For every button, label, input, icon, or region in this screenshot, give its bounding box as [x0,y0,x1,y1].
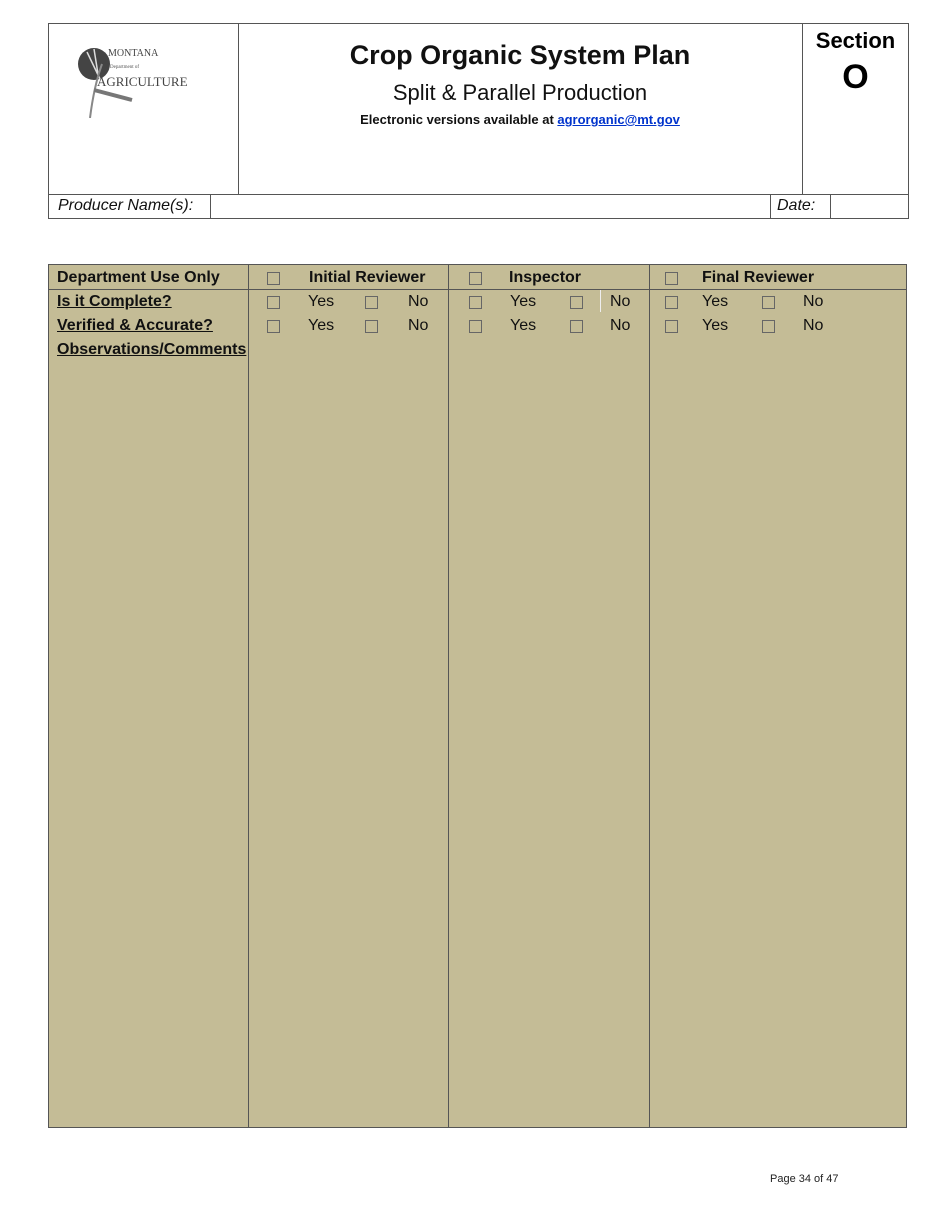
date-field[interactable] [831,195,908,218]
svg-text:AGRICULTURE: AGRICULTURE [97,74,188,89]
page-number: Page 34 of 47 [770,1173,839,1185]
verified-accurate-label: Verified & Accurate? [57,317,213,334]
page-subtitle: Split & Parallel Production [392,80,648,105]
yes-label: Yes [702,317,729,334]
is-complete-label: Is it Complete? [57,293,172,310]
yes-label: Yes [308,293,335,310]
no-label: No [610,317,631,334]
inspector-verified-yes-checkbox[interactable] [469,320,482,333]
inspector-complete-yes-checkbox[interactable] [469,296,482,309]
divider [448,265,449,1127]
electronic-versions-note [238,112,802,127]
divider [248,265,249,1127]
email-link[interactable]: agrorganic@mt.gov [557,112,680,127]
divider [49,289,906,290]
initial-verified-yes-checkbox[interactable] [267,320,280,333]
yes-label: Yes [308,317,335,334]
svg-text:Department of: Department of [110,65,140,70]
page-title: Crop Organic System Plan [349,40,691,70]
montana-agriculture-logo [72,42,212,118]
observations-comments-text: Observations/Comments [57,341,247,358]
section-label: Section [815,28,896,53]
svg-text:MONTANA: MONTANA [108,48,159,59]
initial-verified-no-checkbox[interactable] [365,320,378,333]
producer-name-label: Producer Name(s): [58,197,194,214]
final-reviewer-checkbox[interactable] [665,272,678,285]
divider [770,195,771,218]
divider [600,290,601,312]
no-label: No [408,317,429,334]
inspector-complete-no-checkbox[interactable] [570,296,583,309]
no-label: No [610,293,631,310]
yes-label: Yes [702,293,729,310]
department-use-only-label: Department Use Only [57,269,220,286]
initial-complete-no-checkbox[interactable] [365,296,378,309]
yes-label: Yes [510,317,537,334]
producer-name-field[interactable] [211,195,770,218]
initial-reviewer-checkbox[interactable] [267,272,280,285]
inspector-checkbox[interactable] [469,272,482,285]
electronic-prefix: Electronic versions available at [360,112,558,127]
observations-comments-label [57,340,248,360]
initial-complete-yes-checkbox[interactable] [267,296,280,309]
divider [649,265,650,1127]
department-use-table [48,264,907,1128]
inspector-label: Inspector [509,269,582,286]
date-label: Date: [777,197,816,214]
initial-reviewer-label: Initial Reviewer [309,269,426,286]
final-verified-yes-checkbox[interactable] [665,320,678,333]
final-complete-yes-checkbox[interactable] [665,296,678,309]
no-label: No [803,317,824,334]
inspector-verified-no-checkbox[interactable] [570,320,583,333]
section-letter: O [842,58,869,96]
final-reviewer-label: Final Reviewer [702,269,815,286]
no-label: No [408,293,429,310]
final-verified-no-checkbox[interactable] [762,320,775,333]
yes-label: Yes [510,293,537,310]
no-label: No [803,293,824,310]
final-complete-no-checkbox[interactable] [762,296,775,309]
